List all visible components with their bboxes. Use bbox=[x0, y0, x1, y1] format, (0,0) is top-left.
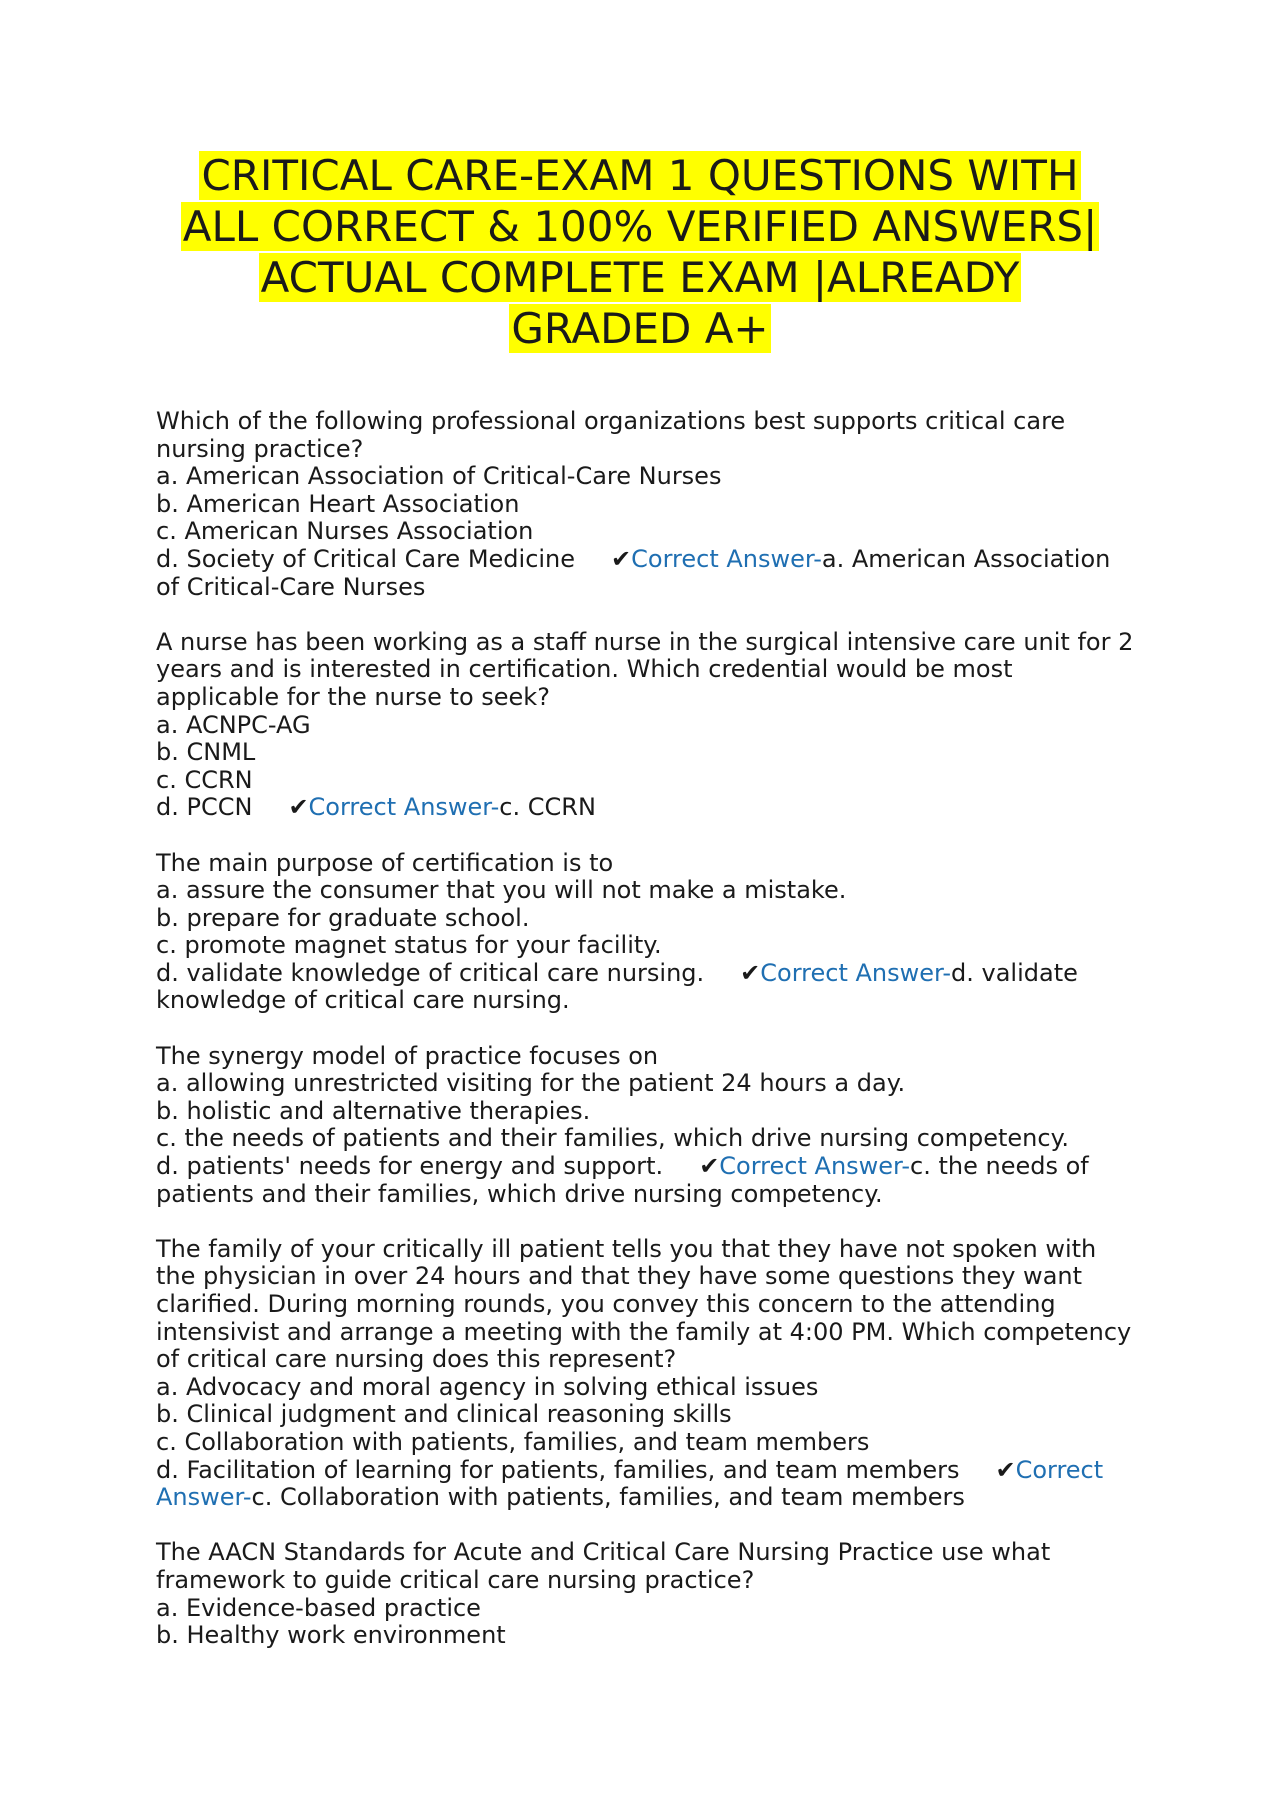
question-list bbox=[156, 408, 1136, 1677]
question-text: framework to guide critical care nursing practice? bbox=[156, 1565, 755, 1594]
question-text: the physician in over 24 hours and that they have some questions they want bbox=[156, 1262, 1083, 1291]
option-a: a. allowing unrestricted visiting for the patient 24 hours a day. bbox=[156, 1069, 906, 1098]
option-b: b. prepare for graduate school. bbox=[156, 903, 530, 932]
question-block-2 bbox=[156, 629, 1136, 822]
option-a: a. Advocacy and moral agency in solving ethical issues bbox=[156, 1372, 819, 1401]
option-d-with-answer bbox=[156, 960, 1136, 988]
option-d: d. Facilitation of learning for patients, families, and team members bbox=[156, 1455, 960, 1484]
question-text: clarified. During morning rounds, you convey this concern to the attending bbox=[156, 1290, 1056, 1318]
option-b: b. holistic and alternative therapies. bbox=[156, 1096, 591, 1125]
correct-answer-continued bbox=[156, 1484, 1136, 1512]
option-c: c. CCRN bbox=[156, 765, 253, 794]
question-text: intensivist and arrange a meeting with the family at 4:00 PM. Which competency bbox=[156, 1317, 1132, 1346]
title-line: GRADED A+ bbox=[511, 304, 769, 353]
option-b: b. Healthy work environment bbox=[156, 1621, 506, 1650]
option-a: a. Evidence-based practice bbox=[156, 1593, 481, 1622]
check-mark-icon: ✔ bbox=[740, 958, 761, 987]
option-d: d. patients' needs for energy and support. bbox=[156, 1152, 664, 1181]
question-block-4 bbox=[156, 1043, 1136, 1209]
option-d-with-answer bbox=[156, 1457, 1136, 1485]
option-b: b. CNML bbox=[156, 738, 256, 767]
correct-answer-continued: of Critical-Care Nurses bbox=[156, 572, 426, 601]
correct-answer-label: Correct bbox=[1015, 1455, 1104, 1484]
question-block-6 bbox=[156, 1539, 1136, 1649]
option-b: b. American Heart Association bbox=[156, 489, 520, 518]
option-a: a. assure the consumer that you will not make a mistake. bbox=[156, 876, 847, 905]
check-mark-icon: ✔ bbox=[288, 793, 309, 822]
title-line: ACTUAL COMPLETE EXAM |ALREADY bbox=[260, 253, 1020, 302]
question-text: years and is interested in certification. Which credential would be most bbox=[156, 655, 1013, 684]
question-text: applicable for the nurse to seek? bbox=[156, 682, 550, 711]
document-title bbox=[150, 150, 1130, 354]
question-text: A nurse has been working as a staff nurse in the surgical intensive care unit for 2 bbox=[156, 627, 1134, 656]
option-c: c. the needs of patients and their families, which drive nursing competency. bbox=[156, 1124, 1069, 1153]
check-mark-icon: ✔ bbox=[611, 544, 632, 573]
title-line: CRITICAL CARE-EXAM 1 QUESTIONS WITH bbox=[201, 151, 1079, 200]
correct-answer-text: c. the needs of bbox=[910, 1152, 1089, 1181]
correct-answer-continued: knowledge of critical care nursing. bbox=[156, 986, 570, 1015]
option-d: d. PCCN bbox=[156, 793, 253, 822]
option-a: a. ACNPC-AG bbox=[156, 710, 311, 739]
option-c: c. promote magnet status for your facility. bbox=[156, 931, 662, 960]
correct-answer-text: c. Collaboration with patients, families, and team members bbox=[251, 1483, 965, 1512]
option-c: c. Collaboration with patients, families, and team members bbox=[156, 1427, 870, 1456]
correct-answer-label: Correct Answer- bbox=[631, 544, 822, 573]
option-d-with-answer bbox=[156, 794, 1136, 822]
option-c: c. American Nurses Association bbox=[156, 517, 534, 546]
option-a: a. American Association of Critical-Care Nurses bbox=[156, 462, 722, 491]
question-text: Which of the following professional organizations best supports critical care bbox=[156, 407, 1066, 435]
option-d: d. Society of Critical Care Medicine bbox=[156, 544, 576, 573]
title-line: ALL CORRECT & 100% VERIFIED ANSWERS| bbox=[182, 202, 1098, 251]
question-text: The family of your critically ill patient tells you that they have not spoken with bbox=[156, 1234, 1097, 1263]
question-text: The main purpose of certification is to bbox=[156, 848, 614, 877]
correct-answer-continued: patients and their families, which drive nursing competency. bbox=[156, 1179, 883, 1208]
correct-answer-text: a. American Association bbox=[821, 544, 1111, 573]
check-mark-icon: ✔ bbox=[995, 1455, 1016, 1484]
question-text: nursing practice? bbox=[156, 434, 364, 463]
option-d-with-answer bbox=[156, 546, 1136, 574]
question-block-1 bbox=[156, 408, 1136, 601]
correct-answer-text: c. CCRN bbox=[499, 793, 596, 822]
question-block-5 bbox=[156, 1236, 1136, 1512]
correct-answer-label: Correct Answer- bbox=[719, 1152, 911, 1181]
option-b: b. Clinical judgment and clinical reasoning skills bbox=[156, 1400, 732, 1429]
check-mark-icon: ✔ bbox=[699, 1152, 720, 1181]
correct-answer-label: Correct Answer- bbox=[308, 793, 500, 822]
correct-answer-label: Answer- bbox=[156, 1483, 252, 1512]
option-d: d. validate knowledge of critical care nursing. bbox=[156, 958, 705, 987]
question-text: The AACN Standards for Acute and Critical Care Nursing Practice use what bbox=[156, 1538, 1051, 1567]
correct-answer-label: Correct Answer- bbox=[760, 958, 952, 987]
option-d-with-answer bbox=[156, 1153, 1136, 1181]
question-block-3 bbox=[156, 850, 1136, 1016]
question-text: of critical care nursing does this represent? bbox=[156, 1345, 677, 1374]
question-text: The synergy model of practice focuses on bbox=[156, 1041, 659, 1070]
correct-answer-text: d. validate bbox=[951, 958, 1078, 987]
